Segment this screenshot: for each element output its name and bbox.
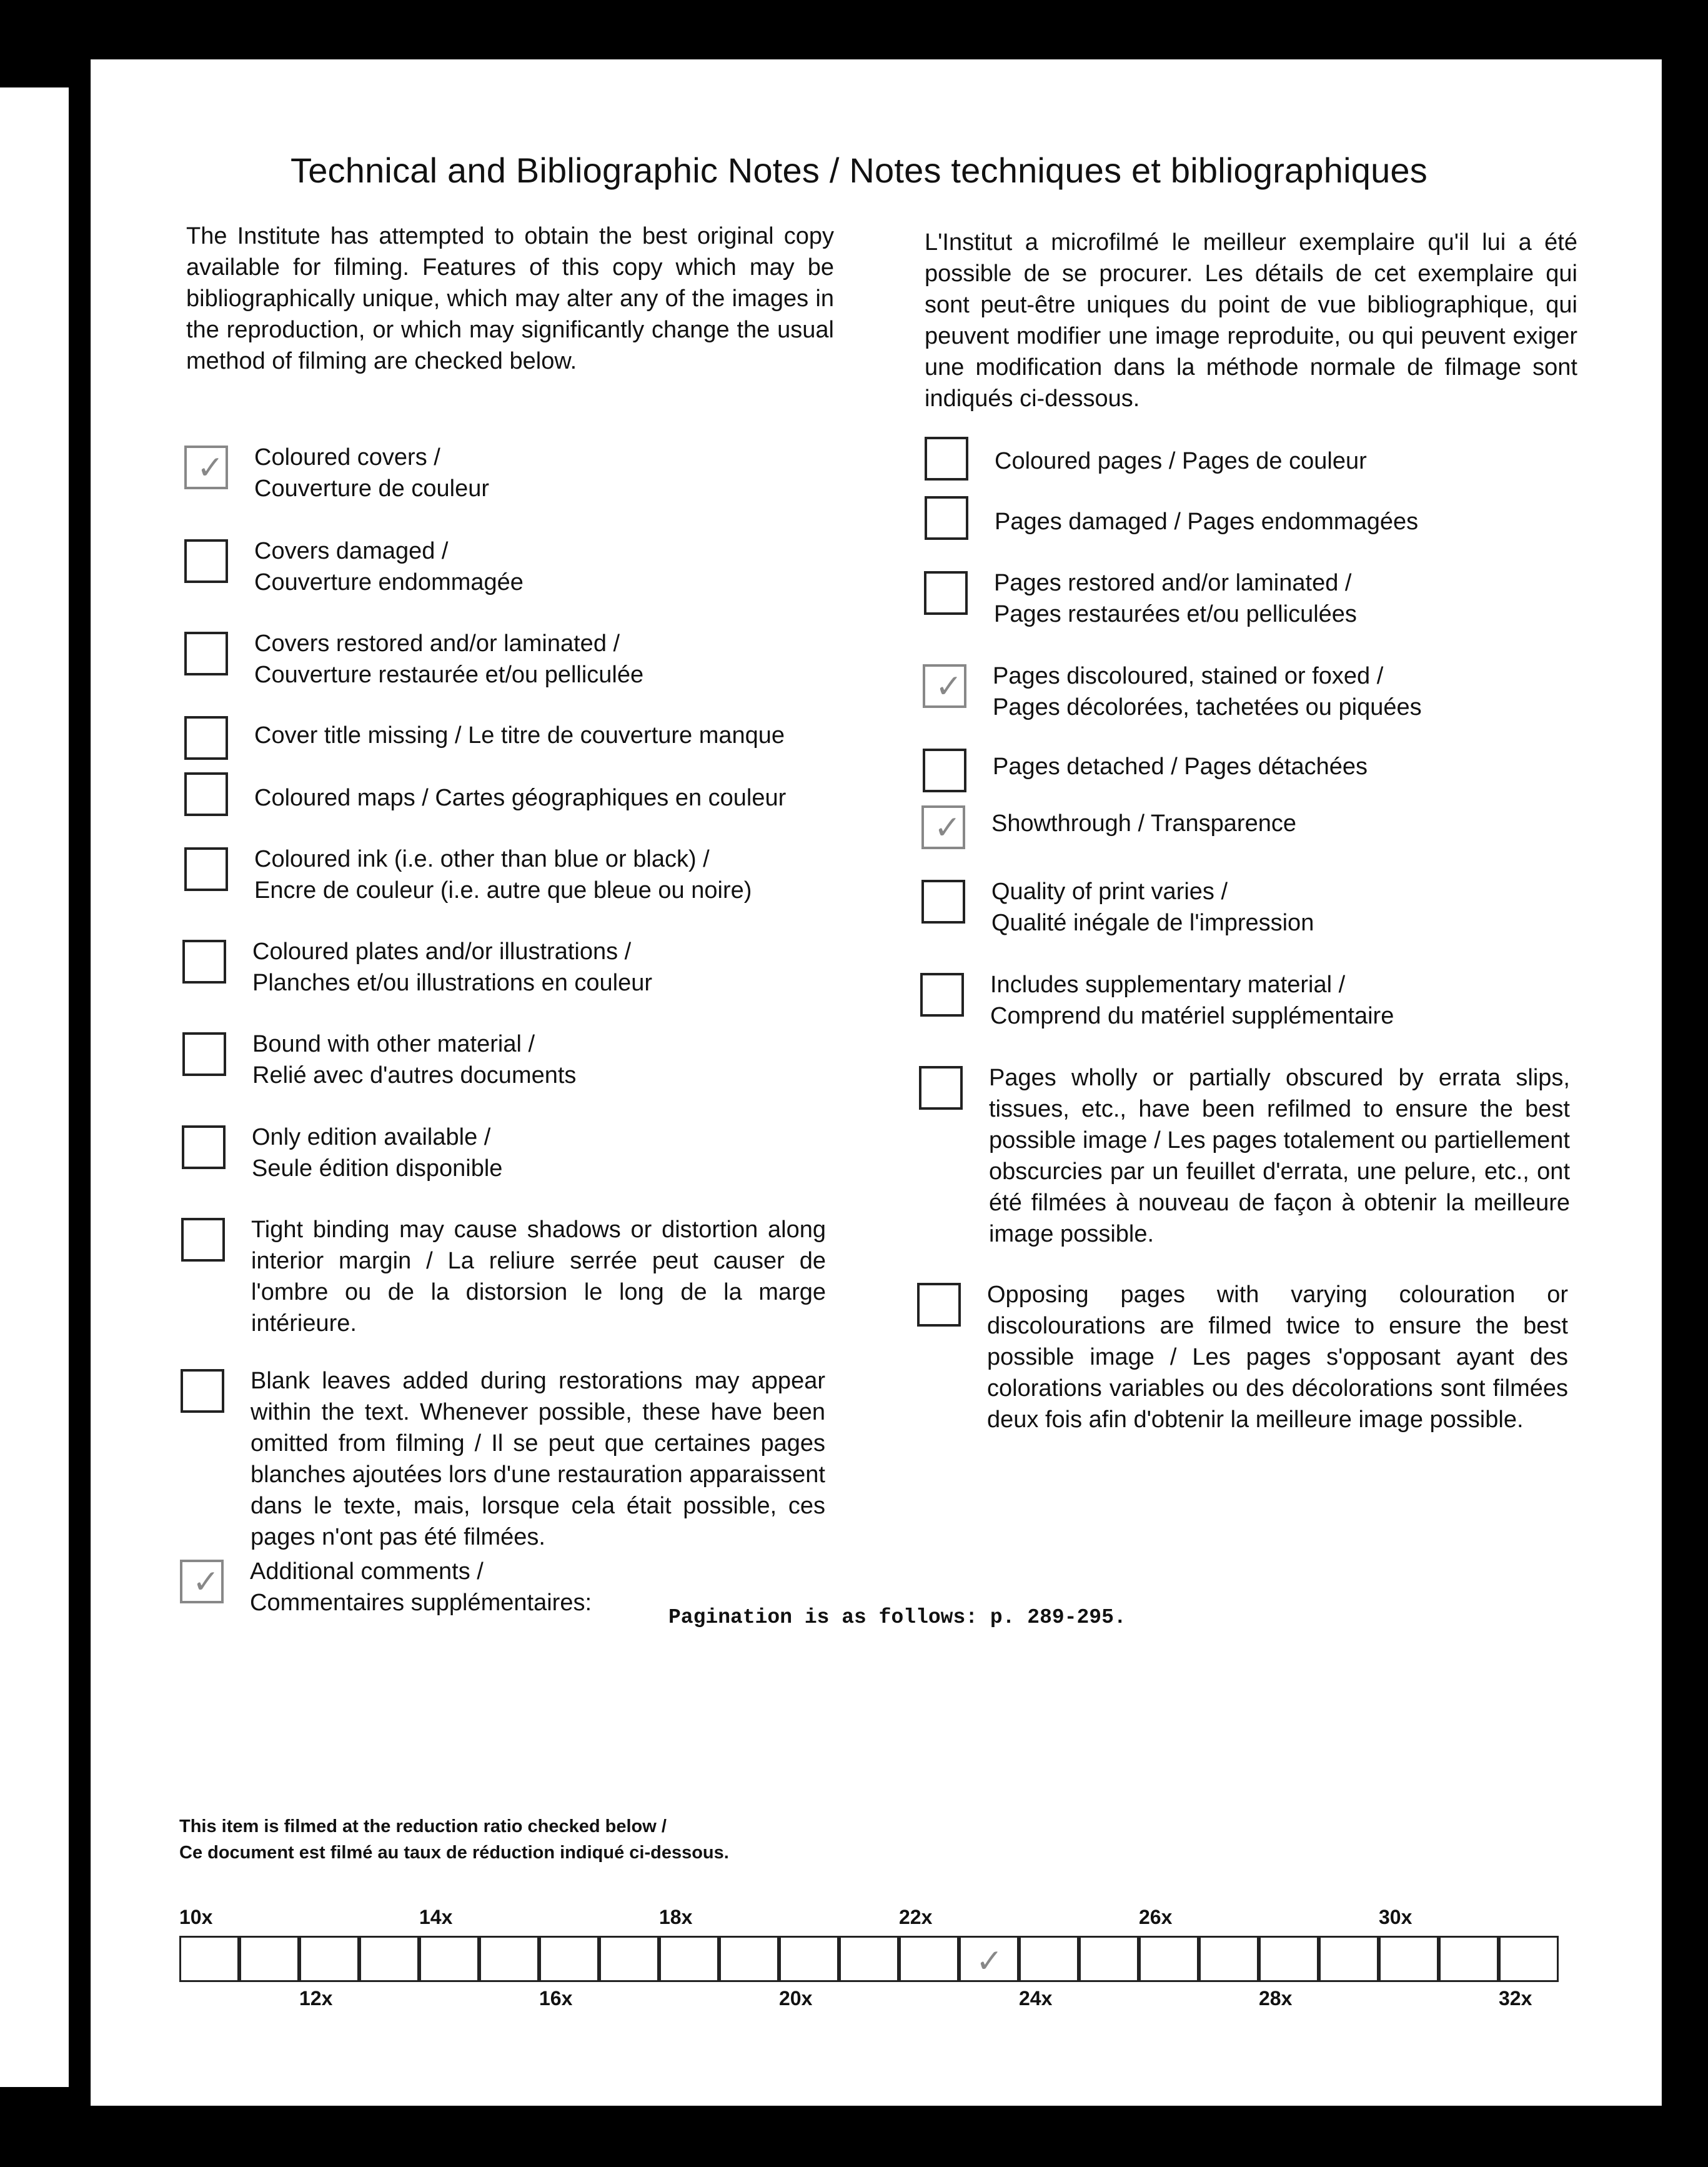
scale-label-top: 14x	[419, 1906, 453, 1928]
scale-cell[interactable]	[539, 1936, 599, 1982]
scale-cell[interactable]	[1379, 1936, 1439, 1982]
scale-cell[interactable]	[719, 1936, 779, 1982]
checkbox[interactable]	[925, 496, 968, 540]
item-only-edition[interactable]	[182, 1122, 844, 1184]
intro-english: The Institute has attempted to obtain the best original copy available for filming. Features of this copy which may be bibliographically unique, which may alter any of the images in the reproduction, or which may significantly change the usual method of filming are checked below.	[186, 223, 834, 374]
item-label: Opposing pages with varying colouration or discolourations are filmed twice to ensure the best possible image / Les pages s'opposant ayant des colorations variables ou des décolorations sont filmées deux fois afin d'obtenir la meilleure image possible.	[987, 1282, 1568, 1433]
item-supplementary[interactable]	[920, 969, 1582, 1032]
item-cover-title-missing[interactable]	[184, 712, 847, 760]
checkbox[interactable]	[924, 571, 968, 615]
item-label: Coloured pages / Pages de couleur	[995, 448, 1367, 474]
item-print-quality[interactable]	[921, 876, 1584, 939]
item-label: Includes supplementary material / Comprend du matériel supplémentaire	[990, 972, 1394, 1029]
checkbox[interactable]	[917, 1283, 961, 1327]
item-label: Coloured ink (i.e. other than blue or black) / Encre de couleur (i.e. autre que bleue ou noire)	[254, 846, 752, 904]
checkbox[interactable]	[181, 1218, 225, 1262]
checkbox[interactable]	[180, 1560, 224, 1603]
notes-page	[91, 59, 1662, 2106]
item-label: Blank leaves added during restorations may appear within the text. Whenever possible, these have been omitted from filming / Il se peut que certaines pages blanches ajoutées lors d'une restauration apparaissent dans le texte, mais, lorsque cela était possible, ces pages n'ont pas été filmées.	[251, 1368, 825, 1550]
item-label: Cover title missing / Le titre de couverture manque	[254, 722, 785, 749]
checkbox[interactable]	[184, 632, 228, 675]
checkbox[interactable]	[184, 716, 228, 760]
item-label: Additional comments / Commentaires supplémentaires:	[250, 1558, 592, 1616]
item-coloured-maps[interactable]	[184, 769, 847, 816]
item-label: Pages damaged / Pages endommagées	[995, 509, 1419, 535]
item-coloured-pages[interactable]	[925, 433, 1587, 481]
scale-cell[interactable]	[1139, 1936, 1199, 1982]
scale-label-top: 30x	[1379, 1906, 1413, 1928]
item-label: Only edition available / Seule édition disponible	[252, 1124, 503, 1182]
item-label: Tight binding may cause shadows or distortion along interior margin / La reliure serrée peut causer de l'ombre ou de la distorsion le long de la marge intérieure.	[251, 1217, 826, 1337]
checkbox[interactable]	[182, 1032, 226, 1076]
item-showthrough[interactable]	[921, 802, 1584, 849]
item-label: Showthrough / Transparence	[991, 810, 1296, 837]
scale-cell[interactable]	[1019, 1936, 1079, 1982]
scale-label-top: 22x	[899, 1906, 933, 1928]
adjacent-page-edge	[0, 87, 69, 2087]
scale-cell[interactable]	[659, 1936, 719, 1982]
item-covers-damaged[interactable]	[184, 536, 847, 598]
scale-label-bottom: 12x	[299, 1987, 333, 2010]
checkbox[interactable]	[925, 437, 968, 481]
item-coloured-plates[interactable]	[182, 936, 845, 999]
scale-label-bottom: 32x	[1499, 1987, 1532, 2010]
item-label: Pages discoloured, stained or foxed / Pages décolorées, tachetées ou piquées	[993, 663, 1422, 720]
scale-label-bottom: 20x	[779, 1987, 813, 2010]
checkbox[interactable]	[182, 1125, 226, 1169]
item-label: Coloured covers / Couverture de couleur	[254, 444, 489, 502]
checkbox[interactable]	[920, 973, 964, 1017]
item-coloured-covers[interactable]	[184, 442, 847, 504]
scale-cell[interactable]	[239, 1936, 299, 1982]
scale-label-top: 18x	[659, 1906, 693, 1928]
item-pages-detached[interactable]	[923, 745, 1585, 792]
item-label: Covers restored and/or laminated / Couverture restaurée et/ou pelliculée	[254, 630, 644, 688]
item-label: Coloured maps / Cartes géographiques en couleur	[254, 785, 787, 811]
scale-cell[interactable]	[299, 1936, 359, 1982]
item-opposing-pages[interactable]	[917, 1279, 1648, 1435]
item-label: Pages restored and/or laminated / Pages restaurées et/ou pelliculées	[994, 570, 1357, 627]
scale-label-bottom: 24x	[1019, 1987, 1053, 2010]
checkbox[interactable]	[921, 805, 965, 849]
intro-french: L'Institut a microfilmé le meilleur exemplaire qu'il lui a été possible de se procurer. Les détails de cet exemplaire qui sont peut-être uniques du point de vue bibliographique, qui peuvent modifier une image reproduite, ou qui peuvent exiger une modification dans la méthode normale de filmage sont indiqués ci-dessous.	[925, 229, 1577, 412]
scale-label-bottom: 28x	[1259, 1987, 1293, 2010]
scale-cell[interactable]	[959, 1936, 1019, 1982]
scale-cell[interactable]	[1319, 1936, 1379, 1982]
checkbox[interactable]	[923, 749, 966, 792]
scale-cell[interactable]	[359, 1936, 419, 1982]
scale-cell[interactable]	[1499, 1936, 1559, 1982]
scale-cell[interactable]	[779, 1936, 839, 1982]
scale-cell[interactable]	[419, 1936, 479, 1982]
item-label: Coloured plates and/or illustrations / Planches et/ou illustrations en couleur	[252, 939, 653, 996]
checkbox[interactable]	[919, 1066, 963, 1110]
item-blank-leaves[interactable]	[181, 1365, 918, 1553]
scale-cell[interactable]	[479, 1936, 539, 1982]
scale-cell[interactable]	[1199, 1936, 1259, 1982]
item-covers-restored[interactable]	[184, 628, 847, 690]
item-pages-restored[interactable]	[924, 567, 1586, 630]
item-errata[interactable]	[919, 1062, 1650, 1250]
item-pages-damaged[interactable]	[925, 492, 1587, 540]
item-bound-with[interactable]	[182, 1029, 845, 1091]
item-label: Quality of print varies / Qualité inégale de l'impression	[991, 879, 1314, 936]
scale-cell[interactable]	[899, 1936, 959, 1982]
comment-text: Pagination is as follows: p. 289-295.	[668, 1606, 1126, 1629]
item-pages-discoloured[interactable]	[923, 660, 1585, 723]
checkbox[interactable]	[923, 664, 966, 708]
scale-label-bottom: 16x	[539, 1987, 573, 2010]
item-label: Pages wholly or partially obscured by errata slips, tissues, etc., have been refilmed to ensure the best possible image / Les pages totalement ou partiellement obscurcies par un feuillet d'errata, une pelure, etc., ont été filmées à nouveau de façon à obtenir la meilleure image possible.	[989, 1065, 1570, 1247]
scale-cell[interactable]	[599, 1936, 659, 1982]
scale-cell[interactable]	[1259, 1936, 1319, 1982]
scale-cell[interactable]	[839, 1936, 899, 1982]
item-label: Bound with other material / Relié avec d'autres documents	[252, 1031, 577, 1088]
scale-label-top: 26x	[1139, 1906, 1173, 1928]
scale-label-top: 10x	[179, 1906, 213, 1928]
reduction-ratio-note: This item is filmed at the reduction ratio checked below / Ce document est filmé au taux de réduction indiqué ci-dessous.	[179, 1816, 729, 1863]
reduction-scale	[179, 1906, 1560, 2010]
item-coloured-ink[interactable]	[184, 844, 847, 906]
item-label: Covers damaged / Couverture endommagée	[254, 538, 524, 595]
item-label: Pages detached / Pages détachées	[993, 754, 1368, 780]
page-title: Technical and Bibliographic Notes / Notes techniques et bibliographiques	[290, 151, 1427, 190]
item-tight-binding[interactable]	[181, 1214, 918, 1339]
scale-cell[interactable]	[179, 1936, 239, 1982]
scale-cell[interactable]	[1079, 1936, 1139, 1982]
scale-cell[interactable]	[1439, 1936, 1499, 1982]
checkbox[interactable]	[184, 847, 228, 891]
checkbox[interactable]	[921, 880, 965, 924]
checkbox[interactable]	[182, 940, 226, 984]
checkbox[interactable]	[181, 1369, 224, 1413]
checkbox[interactable]	[184, 539, 228, 583]
checkbox[interactable]	[184, 772, 228, 816]
checkbox[interactable]	[184, 446, 228, 489]
